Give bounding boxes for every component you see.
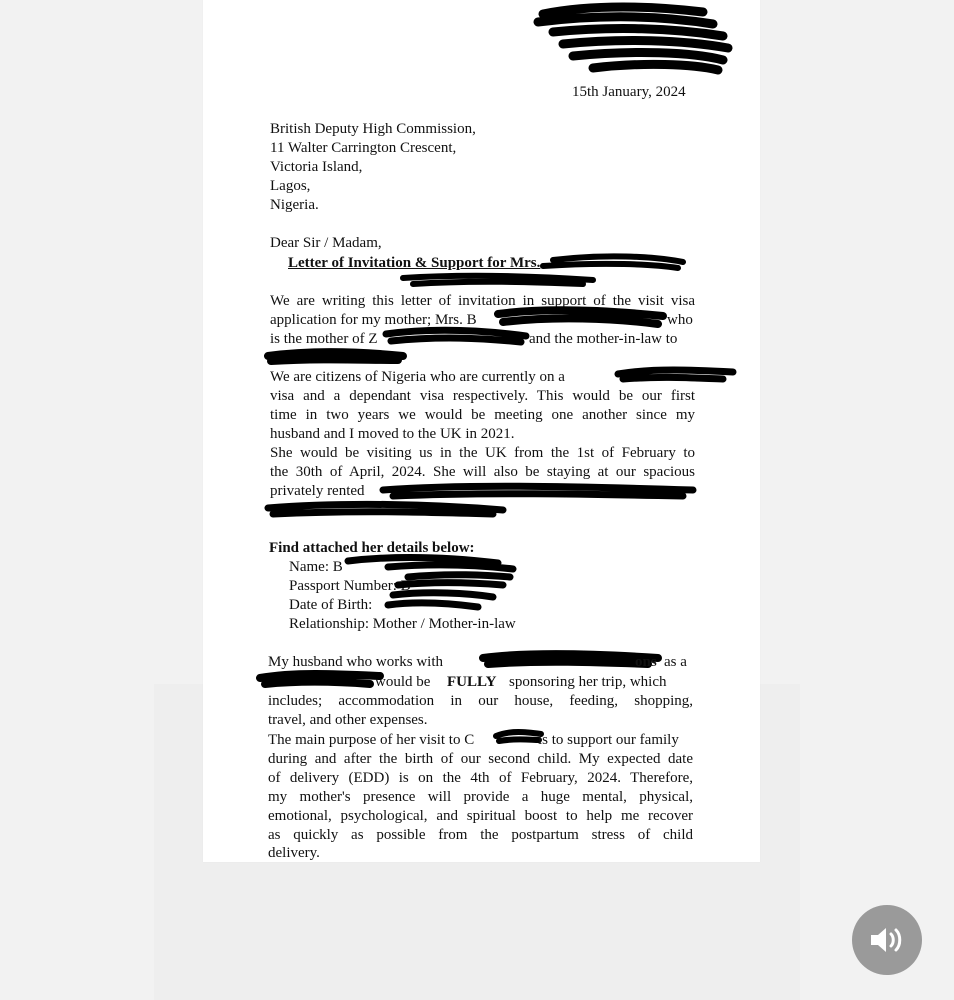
paragraph-line: who: [667, 312, 693, 328]
salutation: Dear Sir / Madam,: [270, 235, 382, 251]
paragraph-line: The main purpose of her visit to C: [268, 732, 475, 748]
paragraph-line: privately rented: [270, 483, 365, 499]
letter-page: [203, 0, 760, 862]
recipient-line: 11 Walter Carrington Crescent,: [270, 140, 457, 156]
paragraph-line: emotional, psychological, and spiritual boost to help me recover: [268, 808, 693, 824]
recipient-line: Nigeria.: [270, 197, 319, 213]
details-heading: Find attached her details below:: [269, 540, 475, 556]
paragraph-line: travel, and other expenses.: [268, 712, 428, 728]
paragraph-line: is to support our family: [538, 732, 679, 748]
redacted-address: [533, 0, 733, 80]
paragraph-line: the 30th of April, 2024. She will also be staying at our spacious: [270, 464, 695, 480]
detail-line: Relationship: Mother / Mother-in-law: [289, 616, 516, 632]
paragraph-line: visa and a dependant visa respectively. This would be our first: [270, 388, 695, 404]
recipient-line: British Deputy High Commission,: [270, 121, 476, 137]
redacted-job-title: [255, 668, 385, 692]
paragraph-line: my mother's presence will provide a huge mental, physical,: [268, 789, 693, 805]
redacted-name: [381, 326, 531, 348]
paragraph-line: sponsoring her trip, which: [509, 674, 667, 690]
paragraph-line: She would be visiting us in the UK from the 1st of February to: [270, 445, 695, 461]
letter-date: 15th January, 2024: [572, 84, 686, 100]
paragraph-line: as a: [664, 654, 687, 670]
paragraph-line: My husband who works with: [268, 654, 443, 670]
paragraph-line: application for my mother; Mrs. B: [270, 312, 477, 328]
paragraph-line: FULLY: [447, 674, 497, 690]
recipient-line: Lagos,: [270, 178, 311, 194]
paragraph-line: as quickly as possible from the postpartum stress of child: [268, 827, 693, 843]
paragraph-line: delivery.: [268, 845, 320, 861]
subject-line: Letter of Invitation & Support for Mrs.: [288, 255, 541, 271]
detail-line: Passport Number: B: [289, 578, 411, 594]
detail-line: Name: B: [289, 559, 343, 575]
paragraph-line: is the mother of Z: [270, 331, 378, 347]
detail-line: Date of Birth:: [289, 597, 373, 613]
paragraph-line: of delivery (EDD) is on the 4th of February, 2024. Therefore,: [268, 770, 693, 786]
paragraph-line: We are writing this letter of invitation in support of the visit visa: [270, 293, 695, 309]
speaker-volume-icon: [868, 923, 906, 957]
paragraph-line: during and after the birth of our second child. My expected date: [268, 751, 693, 767]
paragraph-line: husband and I moved to the UK in 2021.: [270, 426, 515, 442]
redacted-name: [263, 346, 413, 368]
paragraph-line: We are citizens of Nigeria who are currently on a: [270, 369, 565, 385]
paragraph-line: would be: [375, 674, 431, 690]
redacted-visa-type: [613, 364, 738, 386]
paragraph-line: and the mother-in-law to: [529, 331, 678, 347]
paragraph-line: time in two years we would be meeting one another since my: [270, 407, 695, 423]
speaker-button[interactable]: [852, 905, 922, 975]
recipient-line: Victoria Island,: [270, 159, 363, 175]
paragraph-line: includes; accommodation in our house, feeding, shopping,: [268, 693, 693, 709]
paragraph-line: ons: [635, 654, 657, 670]
